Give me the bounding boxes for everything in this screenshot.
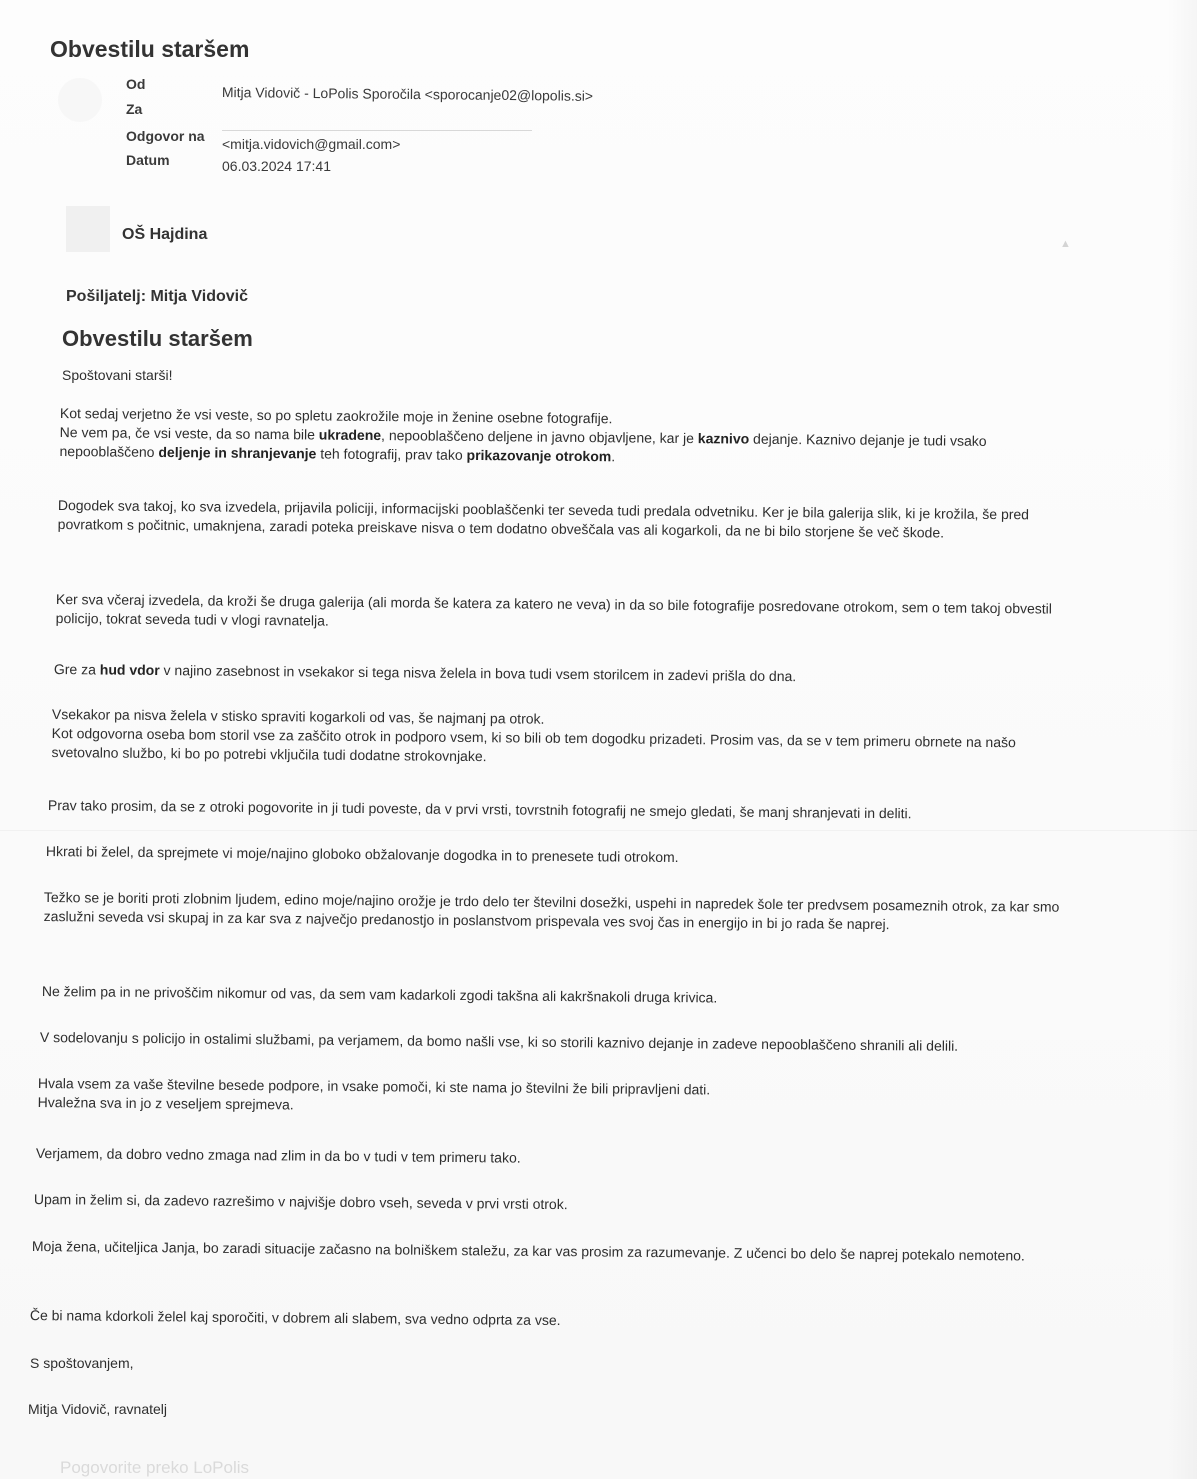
paragraph-9: Ne želim pa in ne privoščim nikomur od vas, da sem vam kadarkoli zgodi takšna ali kakršnakoli druga krivica. bbox=[41, 982, 718, 1006]
signature: Mitja Vidovič, ravnatelj bbox=[28, 1401, 168, 1417]
paragraph-8: Težko se je boriti proti zlobnim ljudem, edino moje/najino orožje je trdo delo ter številni dosežki, uspehi in napredek šole ter predvsem posameznih otrok, za kar smo zaslužni seveda vsi skupaj in za kar sva z največjo predanostjo in poslanstvom prispevala ves svoj čas in energijo in bi jo rada še naprej. bbox=[43, 888, 1060, 933]
paragraph-1-line-1: Kot sedaj verjetno že vsi veste, so po spletu zaokrožile moje in ženine osebne fotografije. bbox=[59, 404, 613, 427]
message-sender: Pošiljatelj: Mitja Vidovič bbox=[66, 288, 248, 305]
paragraph-1 bbox=[59, 404, 1080, 471]
paragraph-5-line-2: Kot odgovorna oseba bom storil vse za zaščito otrok in podporo vsem, ki so bili ob tem dogodku prizadeti. Prosim vas, da se v tem primeru obrnete na našo svetovalno službo, ki bo po potrebi vključila tudi dodatne strokovnjake. bbox=[51, 724, 1016, 765]
message-title: Obvestilu staršem bbox=[62, 326, 253, 351]
from-label: Od bbox=[126, 76, 146, 92]
paragraph-1-line-3: nepooblaščeno deljenje in shranjevanje teh fotografij, prav tako prikazovanje otrokom. bbox=[59, 442, 616, 465]
school-name: OŠ Hajdina bbox=[122, 226, 208, 243]
greeting: Spoštovani starši! bbox=[62, 367, 173, 383]
paragraph-5 bbox=[51, 705, 1072, 772]
paragraph-11 bbox=[38, 1074, 1058, 1122]
paragraph-15: Če bi nama kdorkoli želel kaj sporočiti, v dobrem ali slabem, sva vedno odprta za vse. bbox=[29, 1307, 561, 1329]
paragraph-5-line-1: Vsekakor pa nisva želela v stisko spraviti kogarkoli od vas, še najmanj pa otrok. bbox=[51, 705, 545, 727]
paragraph-13: Upam in želim si, da zadevo razrešimo v najvišje dobro vseh, seveda v prvi vrsti otrok. bbox=[33, 1191, 568, 1213]
to-label: Za bbox=[126, 101, 143, 117]
sender-avatar bbox=[58, 78, 102, 122]
paper-fold-line bbox=[0, 830, 1197, 831]
reply-to-value[interactable]: <mitja.vidovich@gmail.com> bbox=[222, 136, 401, 152]
lopolis-footer-link[interactable]: Pogovorite preko LoPolis bbox=[60, 1458, 250, 1477]
page-edge-shadow bbox=[1167, 0, 1197, 1479]
paragraph-10: V sodelovanju s policijo in ostalimi službami, pa verjamem, da bomo našli vse, ki so storili kaznivo dejanje in zadeve nepooblaščeno shranili ali delili. bbox=[39, 1029, 959, 1054]
paragraph-1-line-2: Ne vem pa, če vsi veste, da so nama bile ukradene, nepooblaščeno deljene in javno objavljene, kar je kaznivo dejanje. Kaznivo dejanje je tudi vsako bbox=[59, 423, 987, 449]
paragraph-11-line-1: Hvala vsem za vaše številne besede podpore, in vsake pomoči, ki ste nama jo številni že bili pripravljeni dati. bbox=[37, 1075, 711, 1098]
paragraph-12: Verjamem, da dobro vedno zmaga nad zlim in da bo v tudi v tem primeru tako. bbox=[35, 1145, 521, 1166]
paragraph-4: Gre za hud vdor v najino zasebnost in vsekakor si tega nisva želela in bova tudi vsem storilcem in zadevi prišla do dna. bbox=[53, 660, 797, 685]
paragraph-14: Moja žena, učiteljica Janja, bo zaradi situacije začasno na bolniškem staležu, za kar vas prosim za razumevanje. Z učenci bo delo še naprej potekalo nemoteno. bbox=[31, 1238, 1025, 1264]
date-label: Datum bbox=[126, 152, 170, 168]
date-value: 06.03.2024 17:41 bbox=[222, 158, 331, 174]
to-field-underline bbox=[222, 130, 532, 131]
paragraph-11-line-2: Hvaležna sva in jo z veseljem sprejmeva. bbox=[37, 1093, 294, 1113]
paragraph-6: Prav tako prosim, da se z otroki pogovorite in ji tudi poveste, da v prvi vrsti, tovrstnih fotografij ne smejo gledati, še manj shranjevati in deliti. bbox=[47, 796, 912, 822]
school-logo bbox=[66, 206, 110, 252]
paragraph-2: Dogodek sva takoj, ko sva izvedela, prijavila policiji, informacijski pooblaščenki ter seveda tudi predala odvetniku. Ker je bila galerija slik, ki je krožila, še pred povratkom s počitnic, umaknjena, zaradi poteka preiskave nisva o tem dodatno obveščala vas ali kogarkoli, da ne bi bilo storjene še več škode. bbox=[57, 496, 1030, 541]
collapse-arrow-icon[interactable]: ▲ bbox=[1060, 238, 1071, 250]
closing: S spoštovanjem, bbox=[30, 1355, 134, 1371]
from-value[interactable]: Mitja Vidovič - LoPolis Sporočila <sporocanje02@lopolis.si> bbox=[221, 84, 594, 104]
email-subject-title: Obvestilu staršem bbox=[50, 36, 250, 62]
reply-to-label: Odgovor na bbox=[126, 128, 205, 144]
paragraph-7: Hkrati bi želel, da sprejmete vi moje/najino globoko obžalovanje dogodka in to prenesete tudi otrokom. bbox=[45, 842, 679, 866]
paragraph-3: Ker sva včeraj izvedela, da kroži še druga galerija (ali morda še katera za katero ne veva) in da so bile fotografije posredovane otrokom, sem o tem takoj obvestil policijo, tokrat seveda tudi v vlogi ravnatelja. bbox=[55, 590, 1053, 629]
